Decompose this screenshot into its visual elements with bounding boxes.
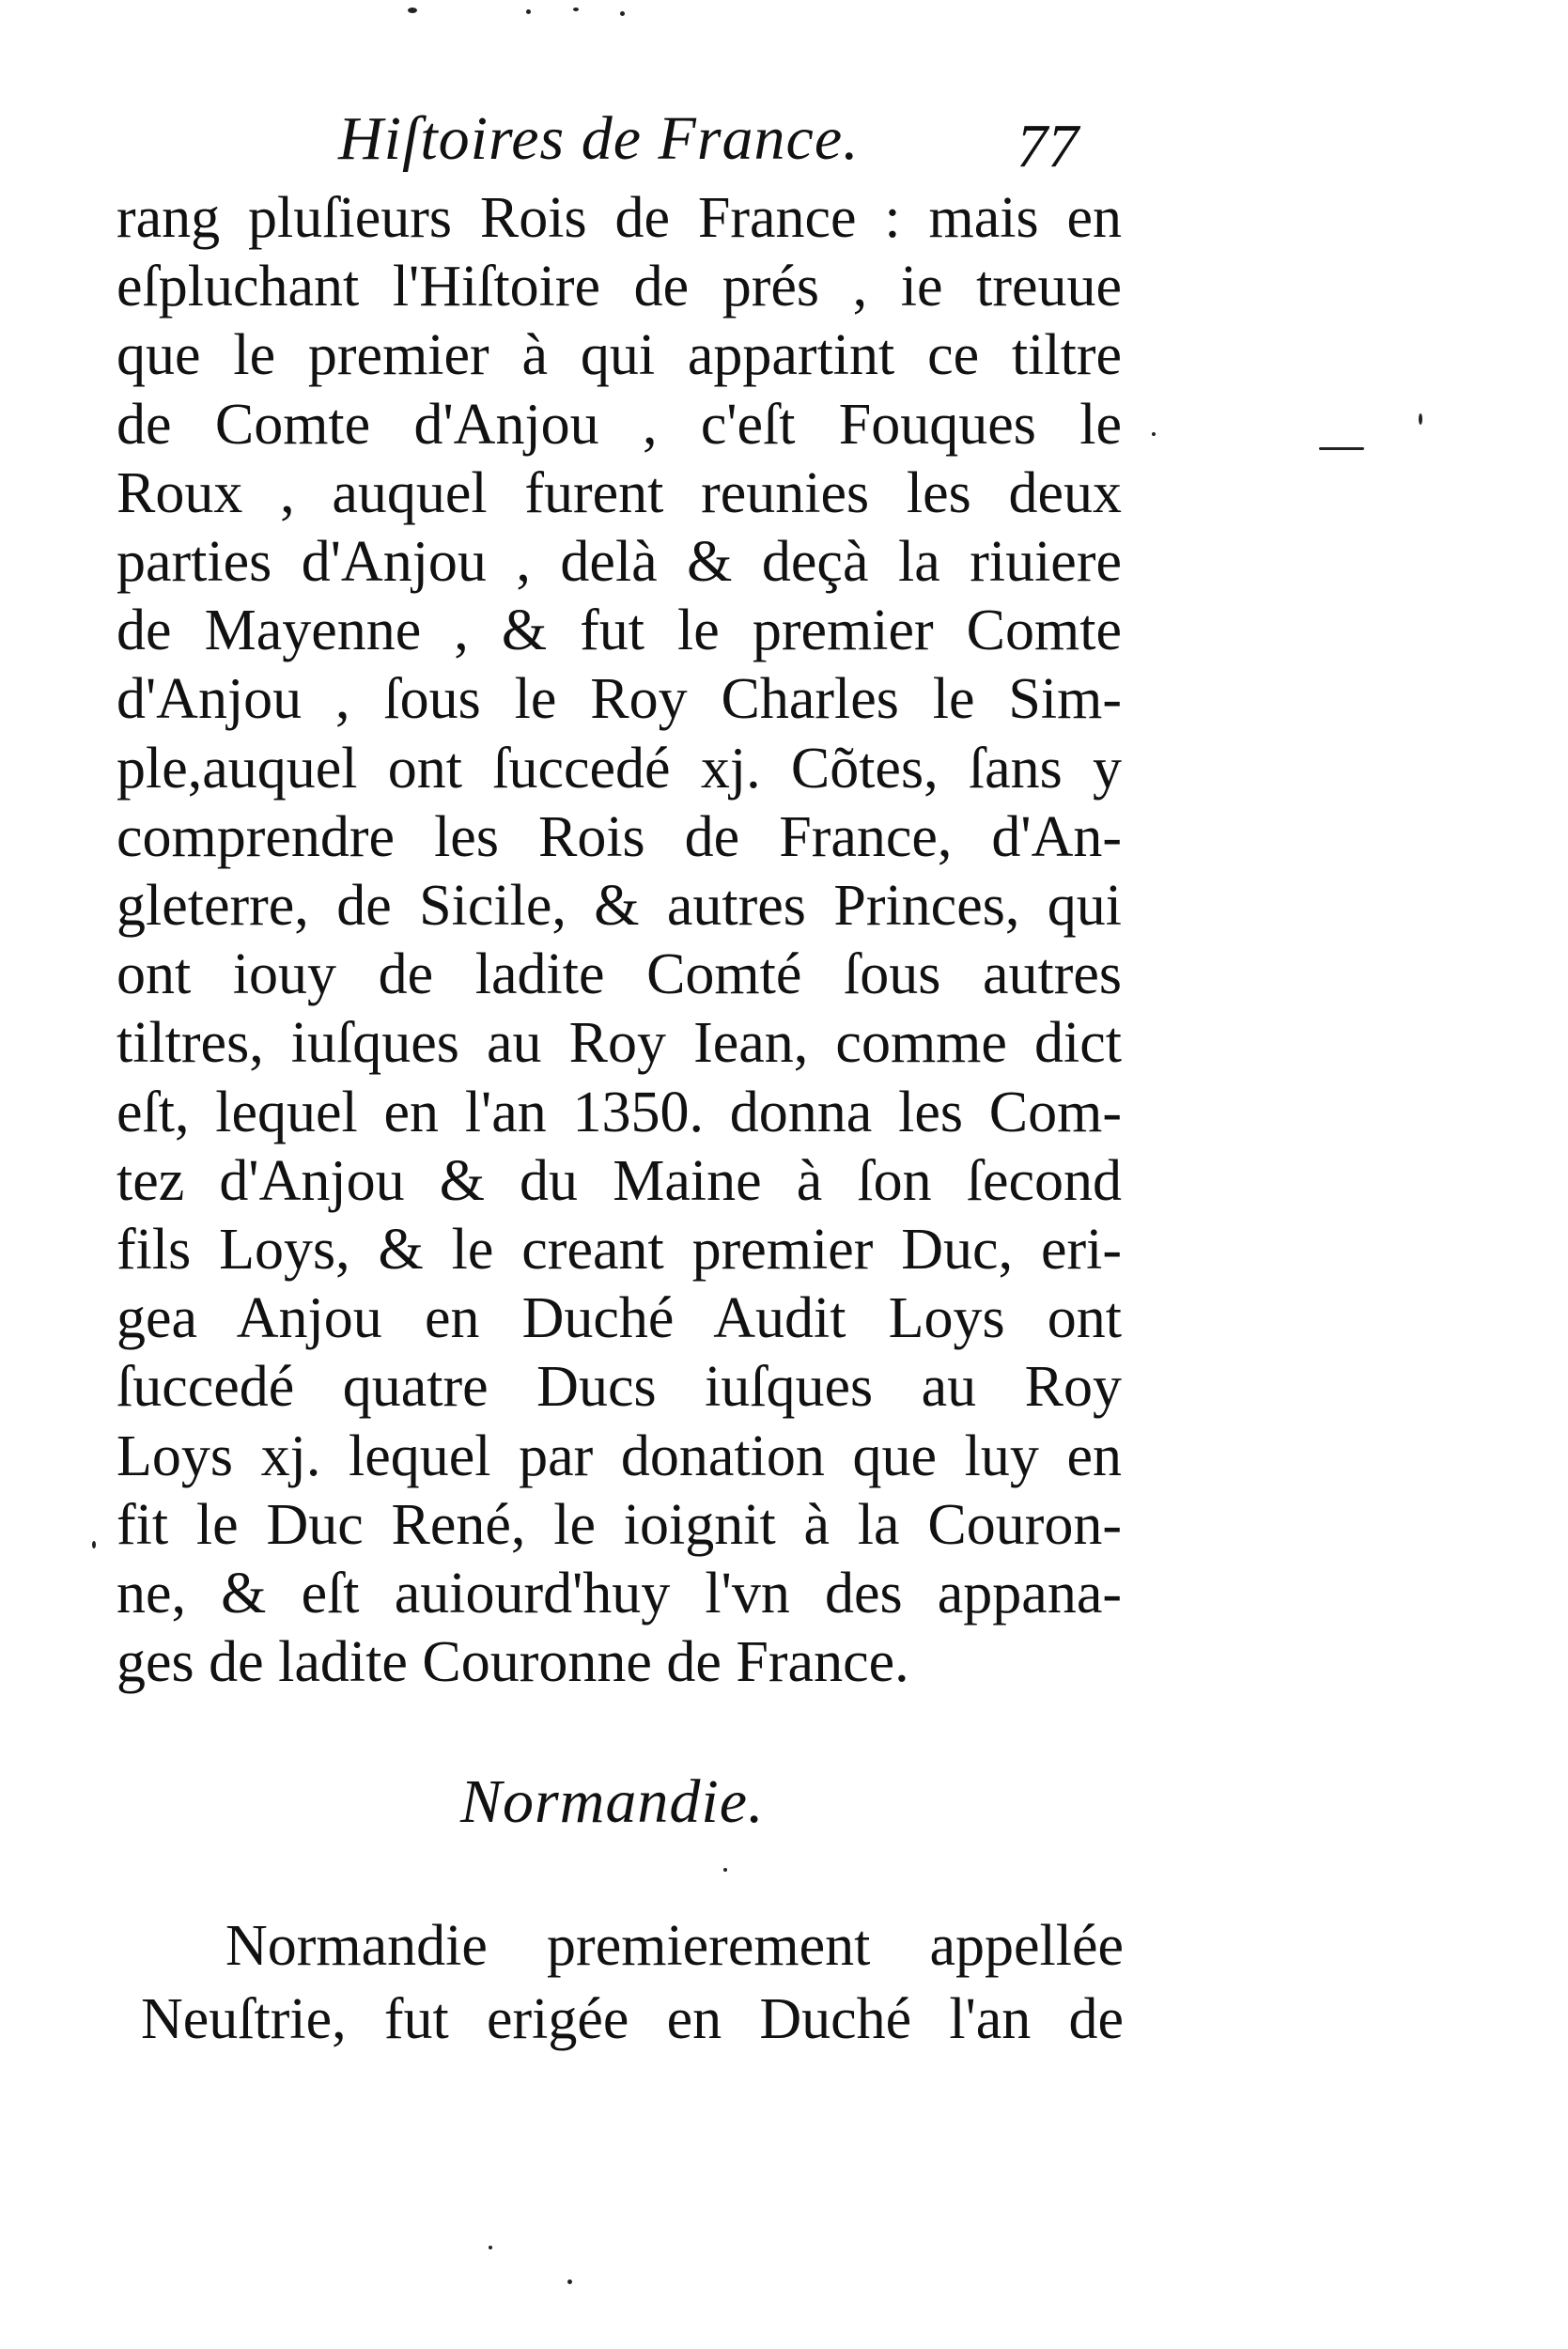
text-line: de Mayenne , & fut le premier Comte (116, 599, 1122, 663)
text-line: ne, & eſt auiourd'huy l'vn des appana- (116, 1562, 1122, 1626)
ink-speck (1152, 432, 1156, 436)
text-line: gea Anjou en Duché Audit Loys ont (116, 1286, 1122, 1351)
text-line: Neuſtrie, fut erigée en Duché l'an de (141, 1987, 1124, 2051)
text-line: fils Loys, & le creant premier Duc, eri- (116, 1218, 1122, 1283)
text-line: comprendre les Rois de France, d'An- (116, 804, 1122, 869)
text-line: que le premier à qui appartint ce tiltre (116, 323, 1122, 388)
text-line: eſpluchant l'Hiſtoire de prés , ie treuue (116, 255, 1122, 319)
text-line: Normandie premierement appellée (225, 1914, 1124, 1978)
text-line: d'Anjou , ſous le Roy Charles le Sim- (116, 667, 1122, 732)
running-head: Hiſtoires de France. (338, 104, 860, 173)
text-line: Roux , auquel furent reunies les deux (116, 460, 1122, 525)
text-line: tez d'Anjou & du Maine à ſon ſecond (116, 1148, 1122, 1213)
text-line: gleterre, de Sicile, & autres Princes, qui (116, 874, 1122, 939)
section-heading: Normandie. (460, 1767, 765, 1836)
ink-speck (620, 11, 625, 16)
text-line: Loys xj. lequel par donation que luy en (116, 1423, 1122, 1488)
text-line: ple,auquel ont ſuccedé xj. Cõtes, ſans y (116, 736, 1122, 801)
main-text-block (116, 184, 1122, 1697)
text-line: eſt, lequel en l'an 1350. donna les Com- (116, 1080, 1122, 1144)
ink-speck (92, 1541, 96, 1548)
ink-speck (489, 2246, 492, 2249)
ink-speck (573, 8, 579, 11)
ink-speck (1319, 447, 1364, 450)
ink-speck (723, 1868, 727, 1872)
text-line: de Comte d'Anjou , c'eſt Fouques le (116, 392, 1122, 457)
text-line: ges de ladite Couronne de France. (116, 1630, 909, 1695)
page-number: 77 (1017, 112, 1079, 180)
ink-speck (567, 2279, 572, 2284)
ink-speck (408, 8, 417, 13)
text-line: ont iouy de ladite Comté ſous autres (116, 942, 1122, 1007)
text-line: parties d'Anjou , delà & deçà la riuiere (116, 530, 1122, 595)
text-line: tiltres, iuſques au Roy Iean, comme dict (116, 1011, 1122, 1076)
ink-speck (1419, 413, 1422, 425)
text-line: fit le Duc René, le ioignit à la Couron- (116, 1492, 1122, 1557)
text-line: ſuccedé quatre Ducs iuſques au Roy (116, 1355, 1122, 1420)
text-line: rang pluſieurs Rois de France : mais en (116, 186, 1122, 250)
ink-speck (526, 9, 531, 14)
section-text-block (141, 1909, 1124, 2056)
